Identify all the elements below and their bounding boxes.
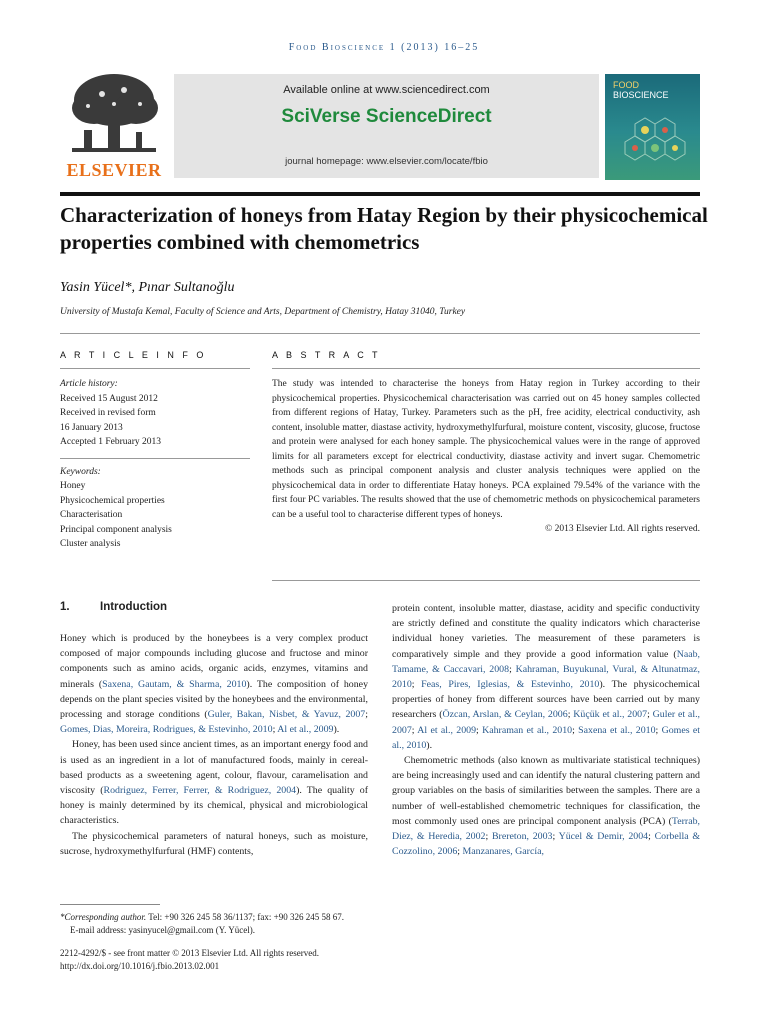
citation-link[interactable]: Rodriguez, Ferrer, Ferrer, & Rodriguez, 2004 xyxy=(103,785,297,797)
section-heading-introduction xyxy=(60,601,167,613)
section-title: Introduction xyxy=(100,601,168,613)
doi-link[interactable]: http://dx.doi.org/10.1016/j.fbio.2013.02.001 xyxy=(60,961,220,971)
section-number: 1. xyxy=(60,601,70,613)
article-title: Characterization of honeys from Hatay Region by their physicochemical properties combined with chemometrics xyxy=(60,203,708,254)
sciencedirect-banner xyxy=(174,74,599,178)
article-info-heading: A R T I C L E I N F O xyxy=(60,350,207,360)
journal-citation: Food Bioscience 1 (2013) 16–25 xyxy=(288,42,480,53)
elsevier-tree-icon xyxy=(64,70,164,158)
journal-cover xyxy=(605,74,700,180)
citation-link[interactable]: Brereton, 2003 xyxy=(491,831,553,843)
keywords-block xyxy=(60,458,250,552)
citation-link[interactable]: Özcan, Arslan, & Ceylan, 2006 xyxy=(442,709,568,721)
elsevier-logo xyxy=(60,70,168,182)
article-info xyxy=(60,368,250,552)
cover-hexagon-icon xyxy=(605,74,700,180)
keywords-label: Keywords: xyxy=(60,466,101,477)
body-column-left xyxy=(60,631,368,859)
paragraph: Honey which is produced by the honeybees is a very complex product composed of major compounds including glucose and fructose and minor components such as amino acids, organic acids, enzymes, vitamins and minerals (Saxena, Gautam, & Sharma, 2010). The composition of honey depends on the plant species visited by the honeybees and the environmental, processing and storage conditions (Guler, Bakan, Nisbet, & Yavuz, 2007; Gomes, Dias, Moreira, Rodrigues, & Estevinho, 2010; Al et al., 2009). xyxy=(60,633,369,736)
publisher-header xyxy=(60,70,700,190)
citation-link[interactable]: Corbella & Cozzolino, 2006 xyxy=(392,831,700,858)
history-item: Received 15 August 2012 xyxy=(60,393,158,404)
citation-link[interactable]: Feas, Pires, Iglesias, & Estevinho, 2010 xyxy=(421,679,600,691)
citation-link[interactable]: Saxena et al., 2010 xyxy=(578,724,656,736)
footnote xyxy=(60,911,700,937)
available-online: Available online at www.sciencedirect.com xyxy=(283,84,490,96)
abstract-text: The study was intended to characterise the honeys from Hatay region in Turkey according to their physicochemical properties. Physicochemical characterisation was carried out on 45 honey samples collected from different regions of Hatay, Turkey. Parameters such as the pH, free acidity, electrical conductivity, ash content, insoluble matter, diastase activity, hydroxymethylfurfural, moisture content, viscosity, glucose, fructose and protein were analysed for each honey sample. The physicochemical values were in the range of approved limits for all parameters except for electrical conductivity, diastase activity and invert sugar. Chemometric methods such as principal component analysis and cluster analysis techniques were applied on the physicochemical data in order to differentiate Hatay honeys. PCA explained 79.54% of the variance with the first four PC variables. The results showed that the use of chemometric methods on physicochemical parameters can be a useful tool to characterise different types of honeys. xyxy=(272,379,700,520)
elsevier-wordmark: ELSEVIER xyxy=(66,160,162,180)
paragraph: Honey, has been used since ancient times, as an important energy food and is used as an ingredient in a lot of manufactured foods, mainly in cereal-based products as a sweetening agent, colour, flavour, caramelisation and viscosity (Rodriguez, Ferrer, Ferrer, & Rodriguez, 2004). The quality of honey is mainly determined by its chemical, physical and microbiological characteristics. xyxy=(60,739,368,827)
citation-link[interactable]: Manzanares, García, xyxy=(462,846,544,858)
citation-link[interactable]: Kahraman et al., 2010 xyxy=(482,724,573,736)
keyword: Honey xyxy=(60,481,86,491)
affiliation-rule xyxy=(60,333,700,334)
keyword: Principal component analysis xyxy=(60,524,172,535)
paragraph: Chemometric methods (also known as multivariate statistical techniques) are being increasingly used and can identify the natural clustering pattern and group variables on the basis of similarities between the samples. There are a number of well-established chemometric techniques for classification, the most commonly used ones are principal component analysis (PCA) (Terrab, Diez, & Heredia, 2002; Brereton, 2003; Yücel & Demir, 2004; Corbella & Cozzolino, 2006; Manzanares, García, xyxy=(392,755,700,858)
history-item: Received in revised form xyxy=(60,408,156,418)
citation-link[interactable]: Guler et al., 2007 xyxy=(392,709,701,736)
citation-link[interactable]: Gomes, Dias, Moreira, Rodrigues, & Estevinho, 2010 xyxy=(60,724,273,736)
citation-link[interactable]: Al et al., 2009 xyxy=(417,724,477,736)
front-matter-footer xyxy=(60,947,700,973)
citation-link[interactable]: Kahraman, Buyukunal, Vural, & Altunatmaz, 2010 xyxy=(392,663,700,691)
citation-link[interactable]: Küçük et al., 2007 xyxy=(573,709,648,721)
citation-link[interactable]: Al et al., 2009 xyxy=(277,724,334,736)
sciverse-logo-text: SciVerse ScienceDirect xyxy=(281,106,492,127)
corresponding-author: *Corresponding author. Tel: +90 326 245 58 36/1137; fax: +90 326 245 58 67. xyxy=(60,912,344,922)
header-rule xyxy=(60,192,700,196)
abstract-heading: A B S T R A C T xyxy=(272,350,381,360)
keyword: Characterisation xyxy=(60,510,123,520)
issn-line: 2212-4292/$ - see front matter © 2013 Elsevier Ltd. All rights reserved. xyxy=(60,948,320,958)
email-address: E-mail address: yasinyucel@gmail.com (Y. Yücel). xyxy=(70,925,255,935)
history-item: Accepted 1 February 2013 xyxy=(60,437,162,447)
body-column-right xyxy=(392,601,700,859)
citation-link[interactable]: Saxena, Gautam, & Sharma, 2010 xyxy=(102,678,247,690)
keyword: Physicochemical properties xyxy=(60,495,165,506)
citation-link[interactable]: Gomes et al., 2010 xyxy=(392,724,701,751)
journal-homepage: journal homepage: www.elsevier.com/locate/fbio xyxy=(285,156,488,167)
citation-link[interactable]: Yücel & Demir, 2004 xyxy=(558,831,649,843)
cover-title-line2: BIOSCIENCE xyxy=(613,90,669,100)
affiliation: University of Mustafa Kemal, Faculty of Science and Arts, Department of Chemistry, Hatay 31040, Turkey xyxy=(60,307,466,317)
paragraph: protein content, insoluble matter, diastase, acidity and specific conductivity are strictly defined and constitute the quality indicators which characterise individual honey varieties. The measurement of these parameters is comparatively simple and they provide a good information value (Naab, Tamame, & Caccavari, 2008; Kahraman, Buyukunal, Vural, & Altunatmaz, 2010; Feas, Pires, Iglesias, & Estevinho, 2010). The physicochemical properties of honey from different sources have been carried out by many researchers (Özcan, Arslan, & Ceylan, 2006; Küçük et al., 2007; Guler et al., 2007; Al et al., 2009; Kahraman et al., 2010; Saxena et al., 2010; Gomes et al., 2010). xyxy=(392,603,701,751)
footnote-rule xyxy=(60,904,160,905)
abstract-copyright: © 2013 Elsevier Ltd. All rights reserved. xyxy=(545,524,700,534)
history-label: Article history: xyxy=(60,379,118,389)
citation-link[interactable]: Naab, Tamame, & Caccavari, 2008 xyxy=(392,648,700,675)
keyword: Cluster analysis xyxy=(60,539,121,549)
history-item: 16 January 2013 xyxy=(60,422,123,433)
citation-link[interactable]: Guler, Bakan, Nisbet, & Yavuz, 2007 xyxy=(207,709,366,721)
paragraph: The physicochemical parameters of natural honeys, such as moisture, sucrose, hydroxymethylfurfural (HMF) contents, xyxy=(60,830,368,857)
authors: Yasin Yücel*, Pınar Sultanoğlu xyxy=(60,280,235,295)
abstract xyxy=(272,368,700,537)
abstract-rule xyxy=(272,580,700,581)
cover-title-line1: FOOD xyxy=(613,80,639,90)
citation-link[interactable]: Terrab, Diez, & Heredia, 2002 xyxy=(392,815,700,843)
